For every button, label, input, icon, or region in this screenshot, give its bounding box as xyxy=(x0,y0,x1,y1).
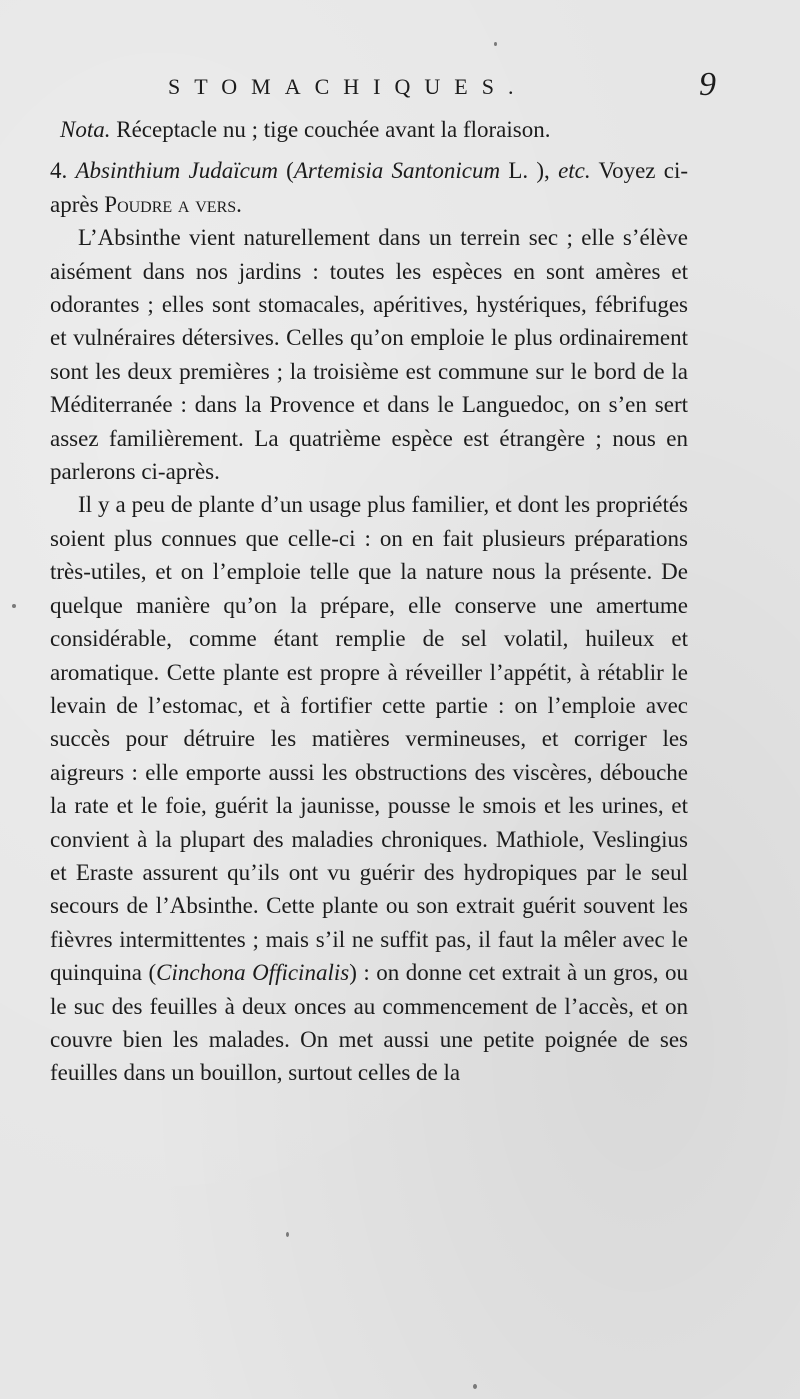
running-head xyxy=(168,66,716,108)
running-title: STOMACHIQUES. xyxy=(168,74,528,99)
speck xyxy=(494,42,497,46)
entry-paren: ( xyxy=(277,158,294,184)
entry-see-reference: Poudre a vers. xyxy=(104,191,242,217)
paragraph-2 xyxy=(50,488,688,1089)
entry-latin-name: Artemisia Santonicum xyxy=(293,158,501,184)
speck xyxy=(286,1232,289,1237)
entry-name: Absinthium Judaïcum xyxy=(75,158,278,184)
entry-number: 4. xyxy=(50,158,68,184)
entry-see: Voyez ci-après xyxy=(50,158,689,217)
nota-text: Réceptacle nu ; tige couchée avant la floraison. xyxy=(110,117,551,142)
paragraph-2-tail: ) : on donne cet extrait à un gros, ou le suc des feuilles à deux onces au commencement de l’accès, et on couvre bien les malades. On met aussi une petite poignée de ses feuilles dans un bouillon, surtout celles de la xyxy=(50,960,688,1086)
entry-author: L. ), xyxy=(500,158,559,184)
entry-heading xyxy=(50,154,688,221)
inline-italic-term: Cinchona Officinalis xyxy=(156,960,350,986)
page-number: 9 xyxy=(699,66,716,103)
paragraph-1: L’Absinthe vient naturellement dans un terrein sec ; elle s’élève aisément dans nos jardins : toutes les espèces en sont amères et odorantes ; elles sont stomacales, apéritives, hystériques, fébrifuges et vulnéraires détersives. Celles qu’on emploie le plus ordinairement sont les deux premières ; la troisième est commune sur le bord de la Méditerranée : dans la Provence et dans le Languedoc, on s’en sert assez familièrement. La quatrième espèce est étrangère ; nous en parlerons ci-après. xyxy=(50,225,688,485)
nota-label: Nota. xyxy=(60,117,111,142)
nota-line xyxy=(50,113,688,146)
entry-etc: etc. xyxy=(558,158,591,184)
speck xyxy=(12,604,16,608)
speck xyxy=(473,1384,477,1389)
body-text xyxy=(50,113,688,1090)
paragraph-2-text: Il y a peu de plante d’un usage plus familier, et dont les propriétés soient plus connues que celle-ci : on en fait plusieurs préparations très-utiles, et on l’emploie telle que la nature nous la présente. De quelque manière qu’on la prépare, elle conserve une amertume considérable, comme étant remplie de sel volatil, huileux et aromatique. Cette plante est propre à réveiller l’appétit, à rétablir le levain de l’estomac, et à fortifier cette partie : on l’emploie avec succès pour détruire les matières vermineuses, et corriger les aigreurs : elle emporte aussi les obstructions des viscères, débouche la rate et le foie, guérit la jaunisse, pousse le smois et les urines, et convient à la plupart des maladies chroniques. Mathiole, Veslingius et Eraste assurent qu’ils ont vu guérir des hydropiques par le seul secours de l’Absinthe. Cette plante ou son extrait guérit souvent les fièvres intermittentes ; mais s’il ne suffit pas, il faut la mêler avec le quinquina ( xyxy=(50,492,688,986)
